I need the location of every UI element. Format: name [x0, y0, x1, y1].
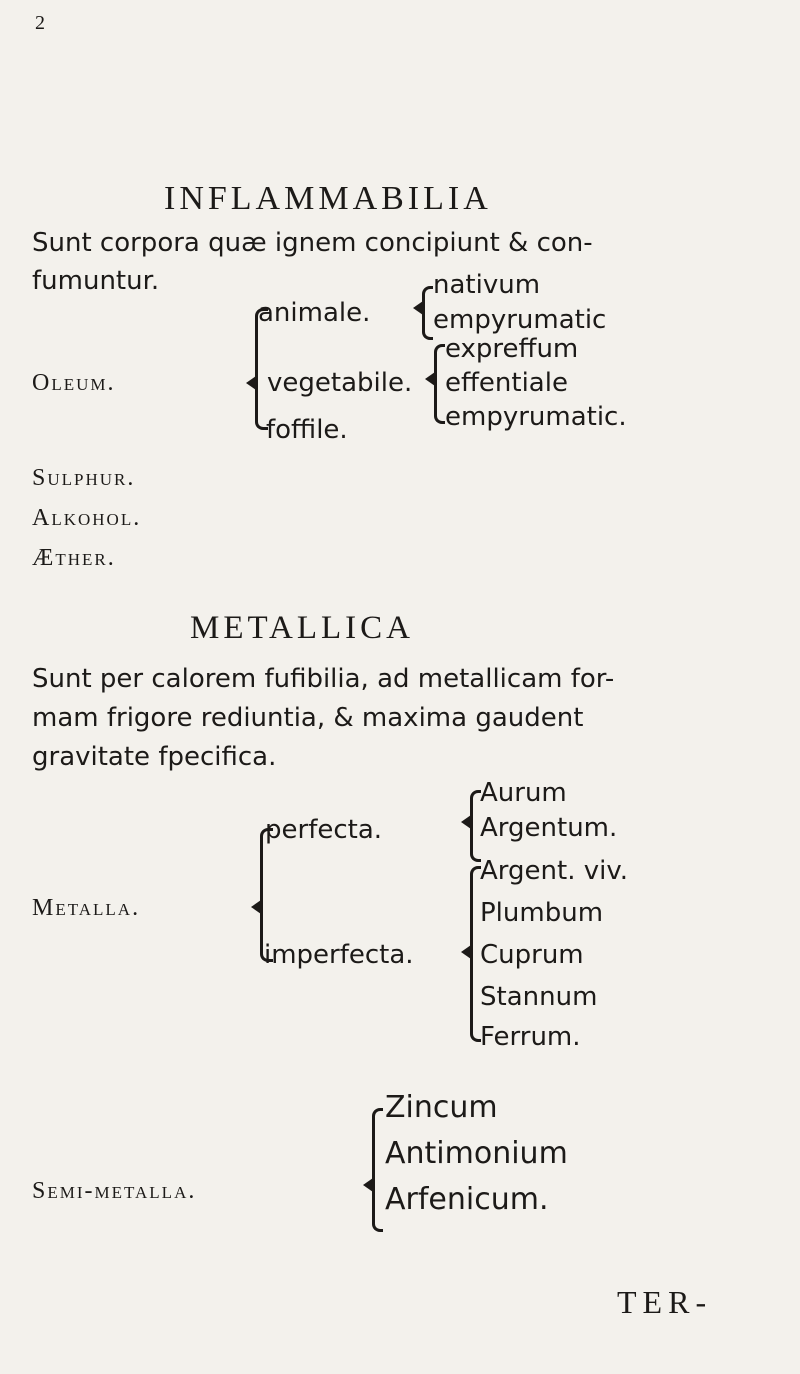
imperfecta-item-4: Stannum — [480, 982, 598, 1012]
imperfecta-item-2: Plumbum — [480, 898, 604, 928]
metalla-perfecta-label: perfecta. — [265, 815, 383, 845]
animale-item-1: nativum — [433, 270, 541, 300]
metallica-intro-line2: mam frigore rediuntia, & maxima gaudent — [32, 703, 584, 733]
metalla-label: Metalla. — [32, 895, 141, 921]
metallica-intro-line3: gravitate fpecifica. — [32, 742, 277, 772]
oleum-vegetabile-label: vegetabile. — [267, 368, 413, 398]
vegetabile-item-3: empyrumatic. — [445, 402, 627, 432]
imperfecta-item-1: Argent. viv. — [480, 856, 628, 886]
vegetabile-item-1: expreffum — [445, 334, 579, 364]
semi-metalla-item-1: Zincum — [385, 1090, 498, 1125]
semi-metalla-item-3: Arfenicum. — [385, 1182, 549, 1217]
sulphur-label: Sulphur. — [32, 465, 136, 491]
vegetabile-brace-tip — [425, 372, 435, 386]
inflammabilia-intro-line1: Sunt corpora quæ ignem concipiunt & con- — [32, 228, 593, 258]
semi-metalla-brace-tip — [363, 1178, 373, 1192]
animale-brace — [422, 286, 433, 340]
vegetabile-brace — [434, 344, 445, 424]
imperfecta-item-5: Ferrum. — [480, 1022, 581, 1052]
inflammabilia-intro-line2: fumuntur. — [32, 266, 160, 296]
alkohol-label: Alkohol. — [32, 505, 142, 531]
metalla-brace-tip — [251, 900, 261, 914]
page-number: 2 — [35, 12, 45, 34]
vegetabile-item-2: effentiale — [445, 368, 568, 398]
semi-metalla-item-2: Antimonium — [385, 1136, 568, 1171]
perfecta-item-2: Argentum. — [480, 813, 618, 843]
oleum-brace-tip — [246, 376, 256, 390]
catchword: TER- — [617, 1284, 713, 1320]
oleum-animale-label: animale. — [258, 298, 371, 328]
perfecta-brace-tip — [461, 815, 471, 829]
metallica-intro-line1: Sunt per calorem fufibilia, ad metallicam for- — [32, 664, 615, 694]
heading-metallica: METALLICA — [190, 610, 414, 646]
semi-metalla-label: Semi-metalla. — [32, 1178, 197, 1204]
metalla-imperfecta-label: imperfecta. — [264, 940, 414, 970]
aether-label: Æther. — [32, 545, 116, 571]
oleum-fossile-label: foffile. — [266, 415, 348, 445]
oleum-label: Oleum. — [32, 370, 116, 396]
animale-brace-tip — [413, 301, 423, 315]
animale-item-2: empyrumatic — [433, 305, 607, 335]
perfecta-item-1: Aurum — [480, 778, 567, 808]
heading-inflammabilia: INFLAMMABILIA — [164, 180, 492, 217]
imperfecta-brace-tip — [461, 945, 471, 959]
imperfecta-item-3: Cuprum — [480, 940, 584, 970]
semi-metalla-brace — [372, 1108, 383, 1232]
